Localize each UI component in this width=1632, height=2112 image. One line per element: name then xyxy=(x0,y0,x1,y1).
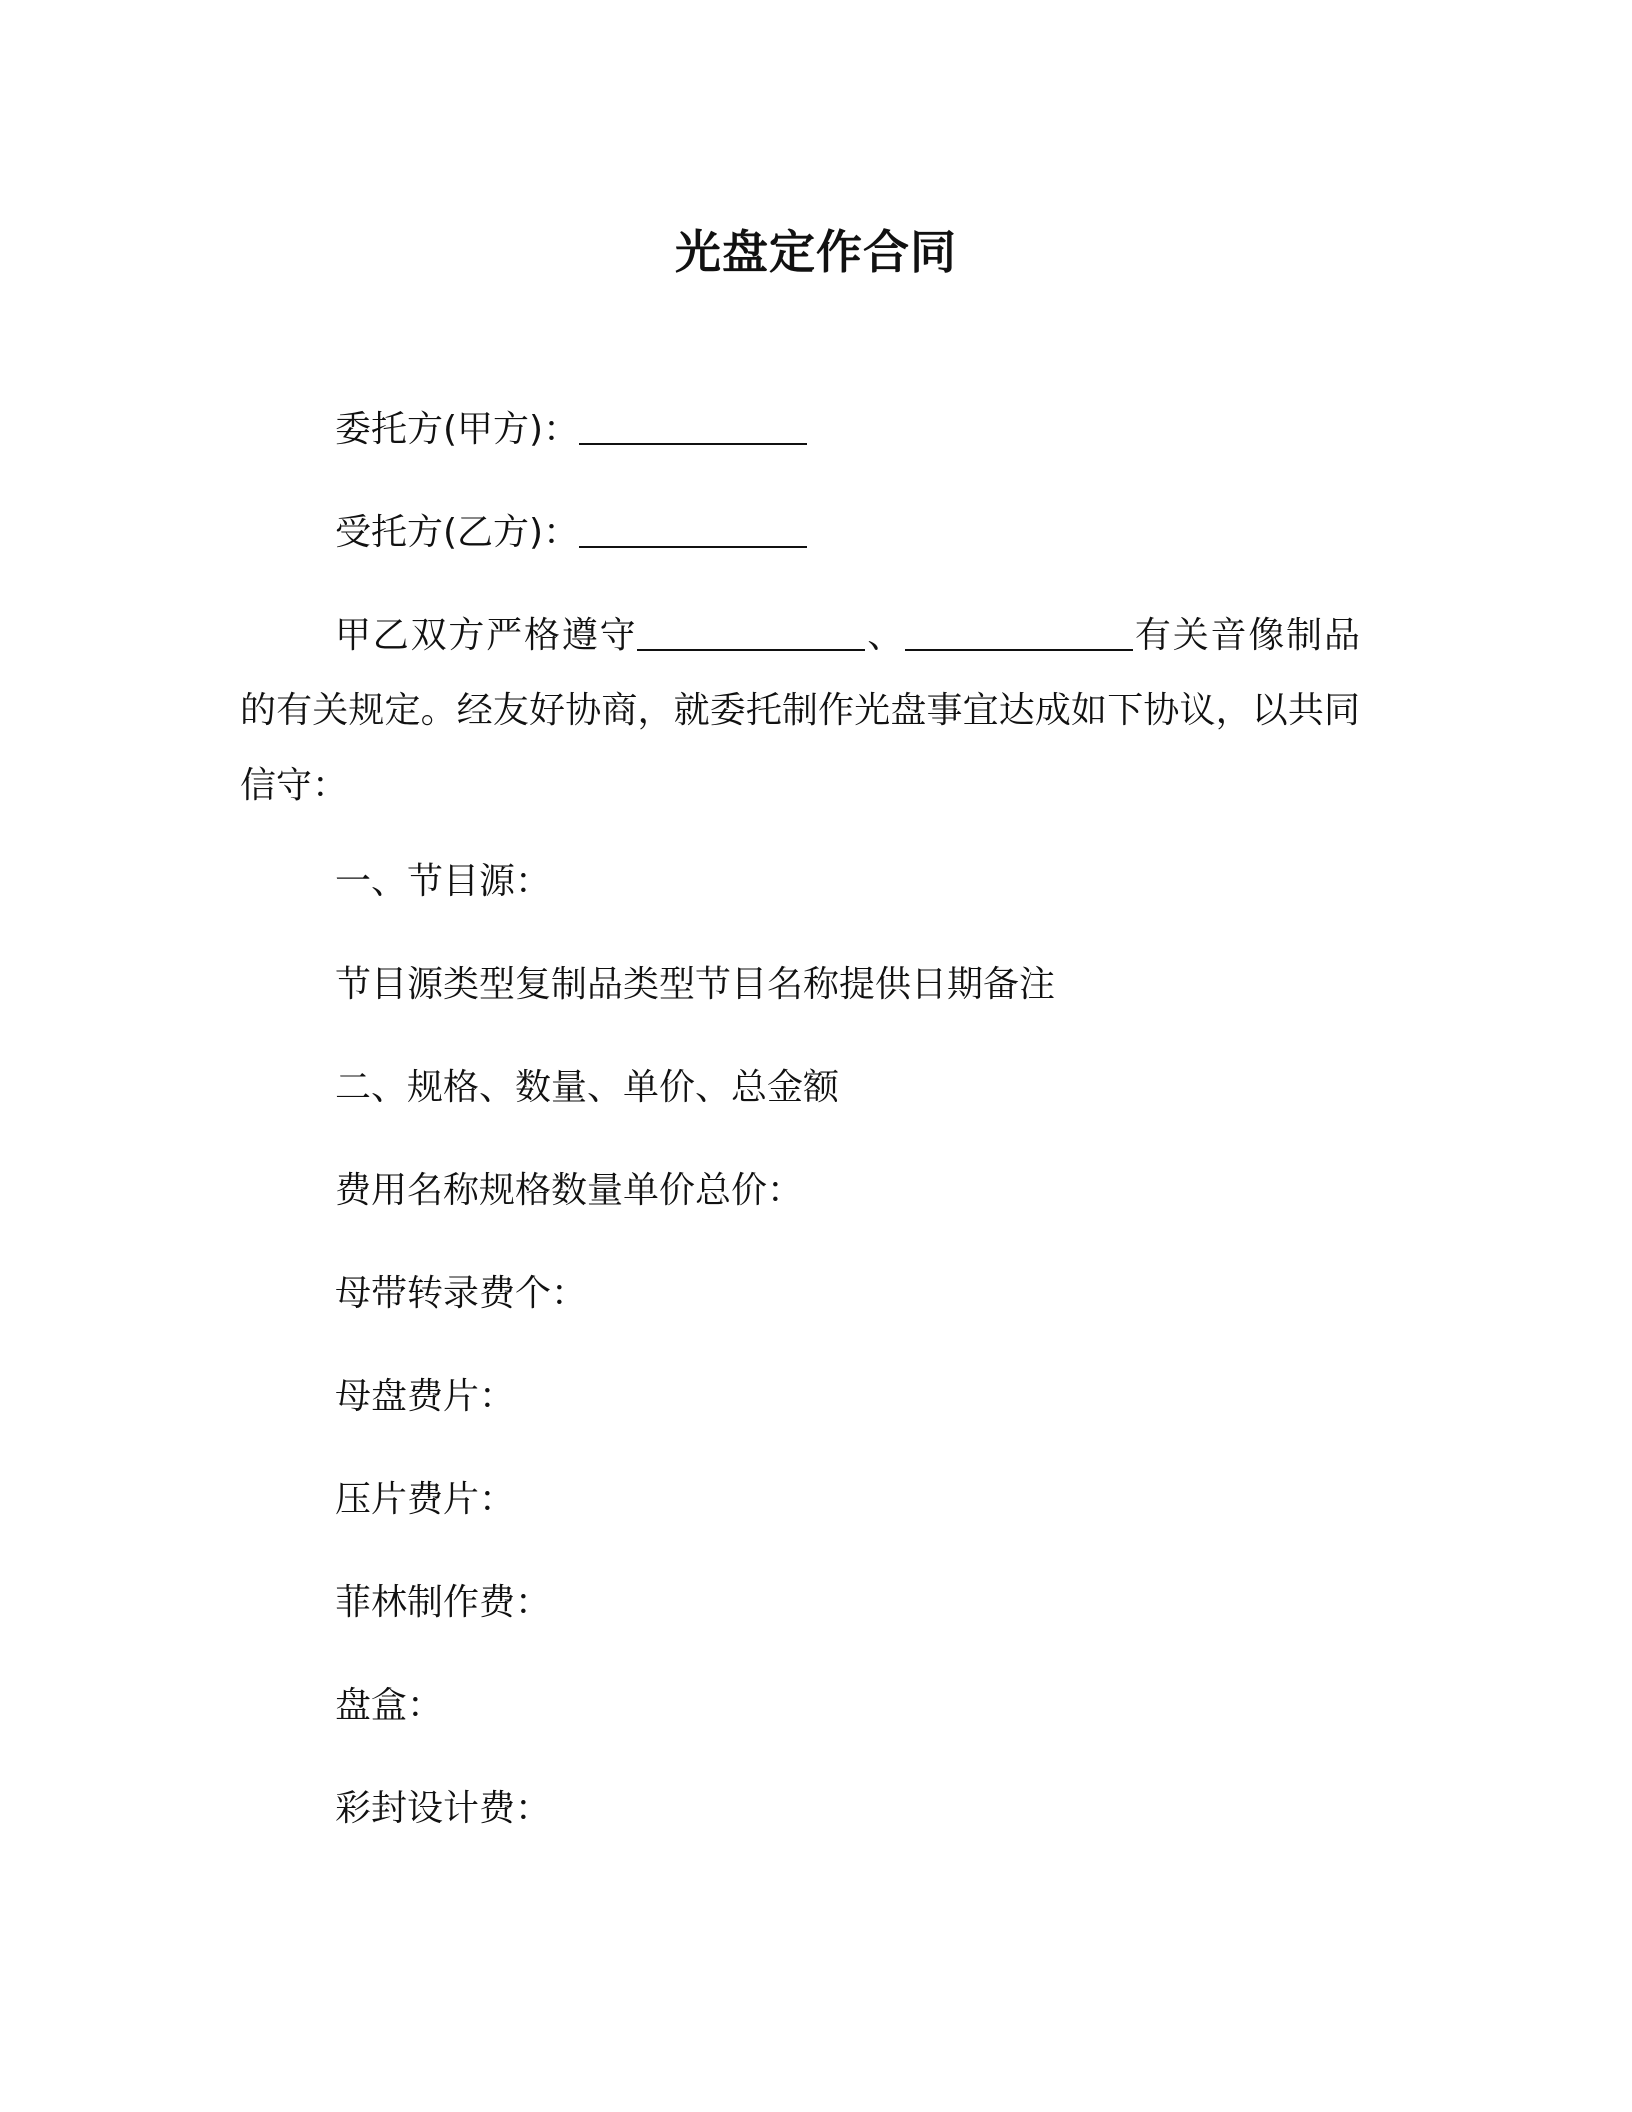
fee-item: 彩封设计费： xyxy=(335,1788,552,1829)
fee-item: 盘盒： xyxy=(335,1685,444,1726)
section2-heading: 二、规格、数量、单价、总金额 xyxy=(335,1067,840,1108)
party-b-blank[interactable] xyxy=(579,512,807,548)
fee-item: 压片费片： xyxy=(335,1479,516,1520)
intro-text-3: 有关音像制品的有关规定。经友好协商，就委托制作光盘事宜达成如下协议，以共同信守： xyxy=(240,615,1360,806)
party-a-label: 委托方(甲方)： xyxy=(335,409,580,450)
document-title: 光盘定作合同 xyxy=(675,225,957,279)
intro-text-2: 、 xyxy=(865,615,906,656)
fee-item: 母盘费片： xyxy=(335,1376,516,1417)
law-blank-1[interactable] xyxy=(637,615,865,651)
section1-table-header: 节目源类型复制品类型节目名称提供日期备注 xyxy=(335,964,1056,1005)
party-b-line xyxy=(335,508,807,558)
party-a-line xyxy=(335,405,807,455)
fee-item: 菲林制作费： xyxy=(335,1582,552,1623)
party-b-label: 受托方(乙方)： xyxy=(335,512,580,553)
intro-paragraph xyxy=(240,598,1360,823)
section1-heading: 一、节目源： xyxy=(335,861,552,902)
section2-table-header: 费用名称规格数量单价总价： xyxy=(335,1170,804,1211)
law-blank-2[interactable] xyxy=(905,615,1133,651)
party-a-blank[interactable] xyxy=(579,409,807,445)
fee-item: 母带转录费个： xyxy=(335,1273,588,1314)
intro-text-1: 甲乙双方严格遵守 xyxy=(335,615,638,656)
